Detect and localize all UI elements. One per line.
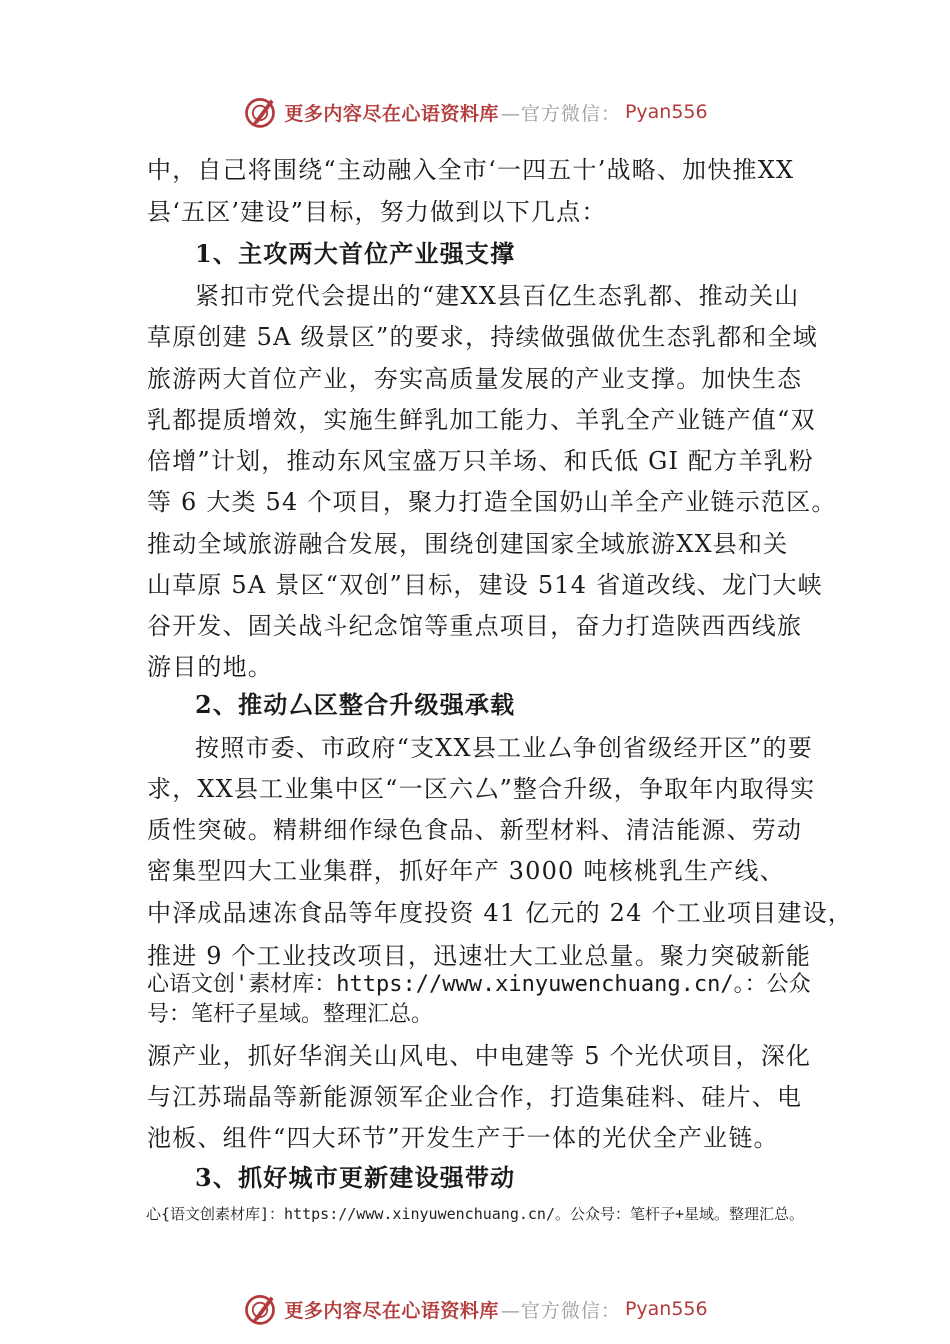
banner-wechat-id: Pyan556 (624, 1298, 708, 1320)
footer-watermark: 心{语文创素材库]：https://www.xinyuwenchuang.cn/。公众号：笔杆子+星域。整理汇总。 (145, 1205, 805, 1223)
section-heading-3: 3、抓好城市更新建设强带动 (195, 1163, 516, 1192)
text-line: 与江苏瑞晶等新能源领军企业合作，打造集硅料、硅片、电 (147, 1083, 803, 1111)
text-line: 山草原 5A 景区“双创”目标，建设 514 省道改线、龙门大峡 (147, 571, 823, 599)
text-line: 草原创建 5A 级景区”的要求，持续做强做优生态乳都和全域 (147, 323, 818, 351)
text-line: 质性突破。精耕细作绿色食品、新型材料、清洁能源、劳动 (147, 816, 803, 844)
text-line: 池板、组件“四大环节”开发生产于一体的光伏全产业链。 (147, 1124, 779, 1152)
text-line: 县‘五区’建设”目标，努力做到以下几点： (147, 198, 607, 226)
text-line: 谷开发、固关战斗纪念馆等重点项目，奋力打造陕西西线旅 (147, 612, 803, 640)
text-line: 乳都提质增效，实施生鲜乳加工能力、羊乳全产业链产值“双 (147, 406, 816, 434)
text-line: 推进 9 个工业技改项目，迅速壮大工业总量。聚力突破新能 (147, 942, 812, 970)
banner-wechat-id: Pyan556 (624, 101, 708, 123)
watermark-line: 心语文创'素材库：https://www.xinyuwenchuang.cn/。：公众 (147, 972, 811, 997)
section-heading-1: 1、主攻两大首位产业强支撑 (195, 239, 516, 268)
brand-logo-icon (242, 1291, 278, 1327)
banner-title: 更多内容尽在心语资料库 (284, 1299, 499, 1322)
text-line: 源产业，抓好华润关山风电、中电建等 5 个光伏项目，深化 (147, 1042, 812, 1070)
footer-banner (0, 1289, 950, 1329)
text-line: 推动全域旅游融合发展，围绕创建国家全域旅游XX县和关 (147, 530, 789, 558)
section-heading-2: 2、推动厶区整合升级强承载 (195, 690, 516, 719)
header-banner (0, 92, 950, 132)
text-line: 等 6 大类 54 个项目，聚力打造全国奶山羊全产业链示范区。 (147, 488, 837, 516)
text-line: 游目的地。 (147, 653, 273, 681)
text-line: 求，XX县工业集中区“一区六厶”整合升级，争取年内取得实 (147, 775, 816, 803)
banner-title: 更多内容尽在心语资料库 (284, 102, 499, 125)
banner-separator: —官方微信： (500, 102, 621, 125)
text-line: 中，自己将围绕“主动融入全市‘一四五十’战略、加快推XX (147, 156, 795, 184)
text-line: 旅游两大首位产业，夯实高质量发展的产业支撑。加快生态 (147, 365, 803, 393)
banner-separator: —官方微信： (500, 1299, 621, 1322)
text-line: 按照市委、市政府“支XX县工业厶争创省级经开区”的要 (195, 734, 813, 762)
text-line: 紧扣市党代会提出的“建XX县百亿生态乳都、推动关山 (195, 282, 800, 310)
watermark-line: 号：笔杆子星域。整理汇总。 (147, 1002, 434, 1027)
text-line: 密集型四大工业集群，抓好年产 3000 吨核桃乳生产线、 (147, 857, 785, 885)
text-line: 倍增”计划，推动东风宝盛万只羊场、和氏低 GI 配方羊乳粉 (147, 447, 814, 475)
text-line: 中泽成品速冻食品等年度投资 41 亿元的 24 个工业项目建设， (147, 899, 853, 927)
brand-logo-icon (242, 94, 278, 130)
